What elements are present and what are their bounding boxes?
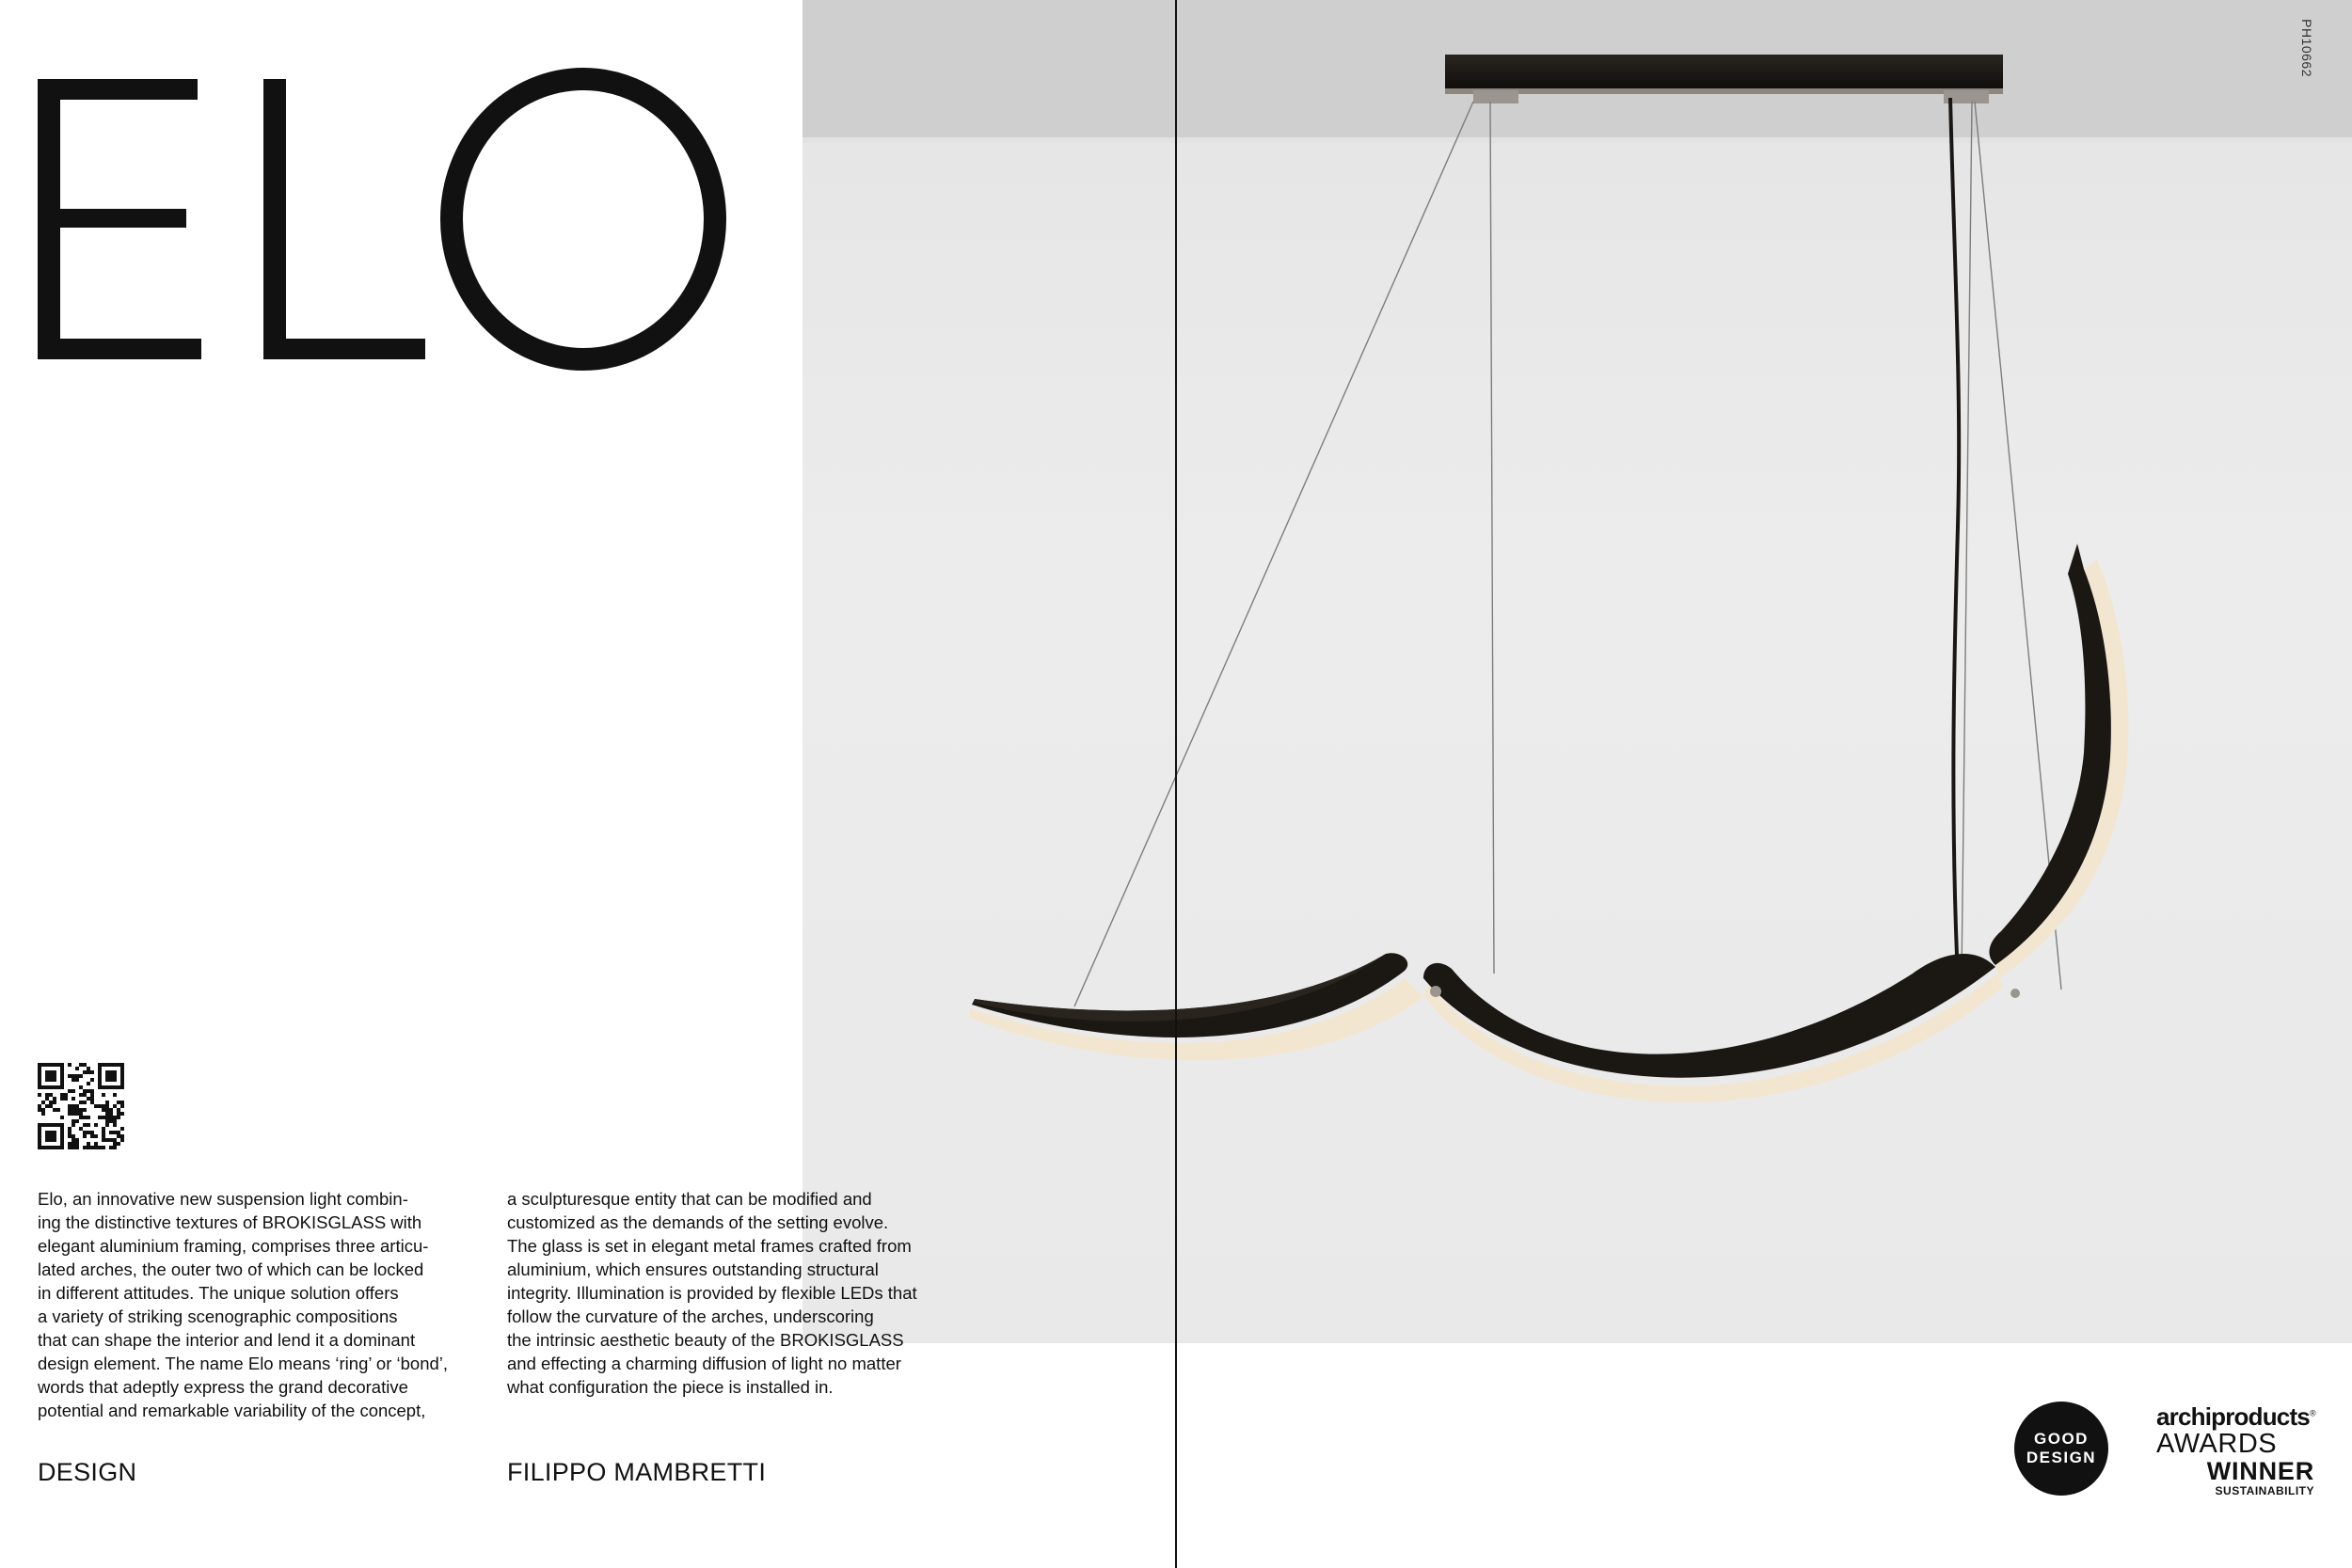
product-title-text: [736, 11, 737, 12]
good-design-line-2: DESIGN: [2026, 1449, 2097, 1466]
elo-logotype: [21, 11, 736, 388]
elo-pendant-lamp-illustration: [803, 0, 2352, 1343]
description-line: in different attitudes. The unique solution offers: [38, 1283, 399, 1303]
suspension-cables: [1074, 102, 2061, 1006]
description-line: ing the distinctive textures of BROKISGLASS with: [38, 1212, 422, 1232]
award-result: WINNER: [2206, 1457, 2314, 1485]
description-line: and effecting a charming diffusion of light no matter: [507, 1354, 901, 1373]
description-line: what configuration the piece is installed in.: [507, 1377, 834, 1397]
photo-code: PH10662: [2299, 19, 2314, 77]
description-line: The glass is set in elegant metal frames crafted from: [507, 1236, 912, 1256]
award-word: AWARDS: [2156, 1429, 2278, 1459]
description-line: follow the curvature of the arches, underscoring: [507, 1307, 874, 1326]
description-line: customized as the demands of the setting evolve.: [507, 1212, 889, 1232]
product-title: [21, 11, 736, 388]
description-line: design element. The name Elo means ‘ring’ or ‘bond’,: [38, 1354, 449, 1373]
middle-arch: [1423, 954, 2003, 1102]
description-line: lated arches, the outer two of which can be locked: [38, 1259, 424, 1279]
designer-name: FILIPPO MAMBRETTI: [507, 1458, 767, 1486]
good-design-badge: [2014, 1402, 2108, 1496]
ceiling-canopy: [1445, 55, 2003, 90]
left-arch: [970, 953, 1423, 1060]
description-line: elegant aluminium framing, comprises three articu-: [38, 1236, 429, 1256]
description-line: Elo, an innovative new suspension light combin-: [38, 1189, 408, 1209]
description-line: the intrinsic aesthetic beauty of the BROKISGLASS: [507, 1330, 904, 1350]
good-design-line-1: GOOD: [2034, 1430, 2089, 1448]
description-right-column: [507, 1187, 949, 1399]
product-photo: [803, 0, 2352, 1343]
registered-mark-icon: ®: [2309, 1408, 2315, 1418]
description-line: a sculpturesque entity that can be modified and: [507, 1189, 872, 1209]
archiproducts-award-badge: [2156, 1404, 2314, 1497]
description-line: a variety of striking scenographic compositions: [38, 1307, 398, 1326]
award-category: SUSTAINABILITY: [2215, 1484, 2314, 1497]
qr-code-icon[interactable]: [38, 1063, 124, 1149]
description-line: integrity. Illumination is provided by flexible LEDs that: [507, 1283, 917, 1303]
page-divider: [1175, 0, 1177, 1568]
description-line: potential and remarkable variability of the concept,: [38, 1401, 426, 1420]
description-line: that can shape the interior and lend it a dominant: [38, 1330, 416, 1350]
description-left-column: [38, 1187, 480, 1422]
description-line: aluminium, which ensures outstanding structural: [507, 1259, 879, 1279]
power-cord: [1950, 98, 1959, 978]
design-credit-label: DESIGN: [38, 1458, 137, 1486]
description-line: words that adeptly express the grand decorative: [38, 1377, 408, 1397]
award-brand: archiproducts®: [2156, 1402, 2315, 1431]
right-arch: [1989, 544, 2128, 978]
